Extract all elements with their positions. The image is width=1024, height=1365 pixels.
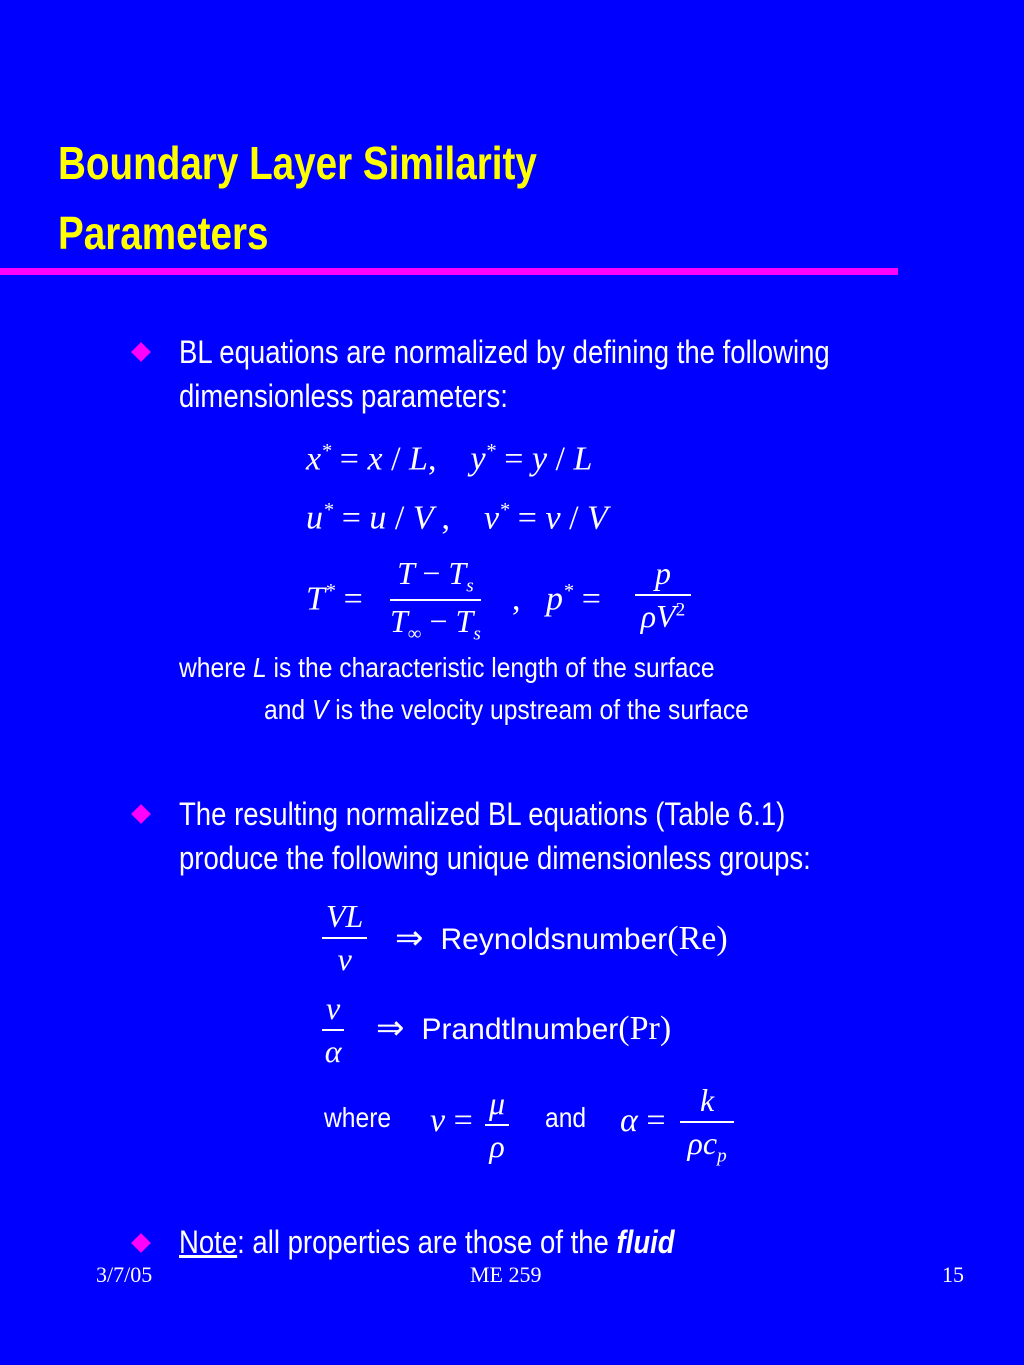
definition-L: where L is the characteristic length of the surface [179,652,715,683]
reynolds-number-row: ⇒ Reynoldsnumber(Re) [395,920,728,957]
fraction-pressure: $\frac{p}{\rho V^2}$ [635,555,691,635]
prandtl-number-row: ⇒ Prandtlnumber(Pr) [376,1010,672,1047]
fraction-temperature: $\frac{T - T_s}{T_\infty - T_s}$ [390,555,481,645]
where-label: where [324,1102,392,1133]
prandtl-label: Prandtlnumber [421,1013,619,1046]
footer-page-number: 15 [942,1262,964,1287]
bullet-2-line-2: produce the following unique dimensionless groups: [179,840,811,876]
alpha-equals: α = [620,1102,666,1139]
fraction-nu-over-alpha: $\frac{\nu}{\alpha}$ [322,990,344,1070]
note-text [179,1220,675,1264]
bullet-1-line-1: BL equations are normalized by defining the following [179,334,830,370]
equation-uv: u* = u / V , v* = v / V [306,499,608,537]
bullet-1-text [179,330,830,418]
equation-p-lhs: , p* = [512,580,601,618]
and-label: and [545,1102,587,1133]
bullet-diamond-icon [131,342,151,362]
note-emphasis: fluid [616,1224,675,1260]
equation-T-lhs: T* = [306,580,363,618]
title-divider [0,268,898,275]
slide-title [58,128,537,268]
title-line-2: Parameters [58,207,269,259]
footer-date: 3/7/05 [96,1262,153,1287]
fraction-k-over-rho-cp: k $\rho c_p$ [680,1082,734,1167]
fraction-mu-over-rho: $\frac{\mu}{\rho}$ [485,1085,509,1165]
note-body: : all properties are those of the [237,1224,617,1260]
bullet-diamond-icon [131,1233,151,1253]
bullet-2-text [179,792,811,880]
bullet-2-line-1: The resulting normalized BL equations (Table 6.1) [179,796,786,832]
bullet-1-line-2: dimensionless parameters: [179,378,508,414]
equation-xy: x* = x / L, y* = y / L [306,440,593,478]
footer-course: ME 259 [470,1262,542,1287]
reynolds-symbol: (Re) [667,920,728,957]
title-line-1: Boundary Layer Similarity [58,137,537,189]
note-label: Note [179,1224,238,1260]
fraction-VL-over-nu: $\frac{VL}{\nu}$ [322,898,367,978]
bullet-diamond-icon [131,804,151,824]
prandtl-symbol: (Pr) [618,1010,672,1047]
definition-V: and V is the velocity upstream of the surface [264,694,749,725]
nu-equals: ν = [430,1102,473,1139]
reynolds-label: Reynoldsnumber [440,923,668,956]
